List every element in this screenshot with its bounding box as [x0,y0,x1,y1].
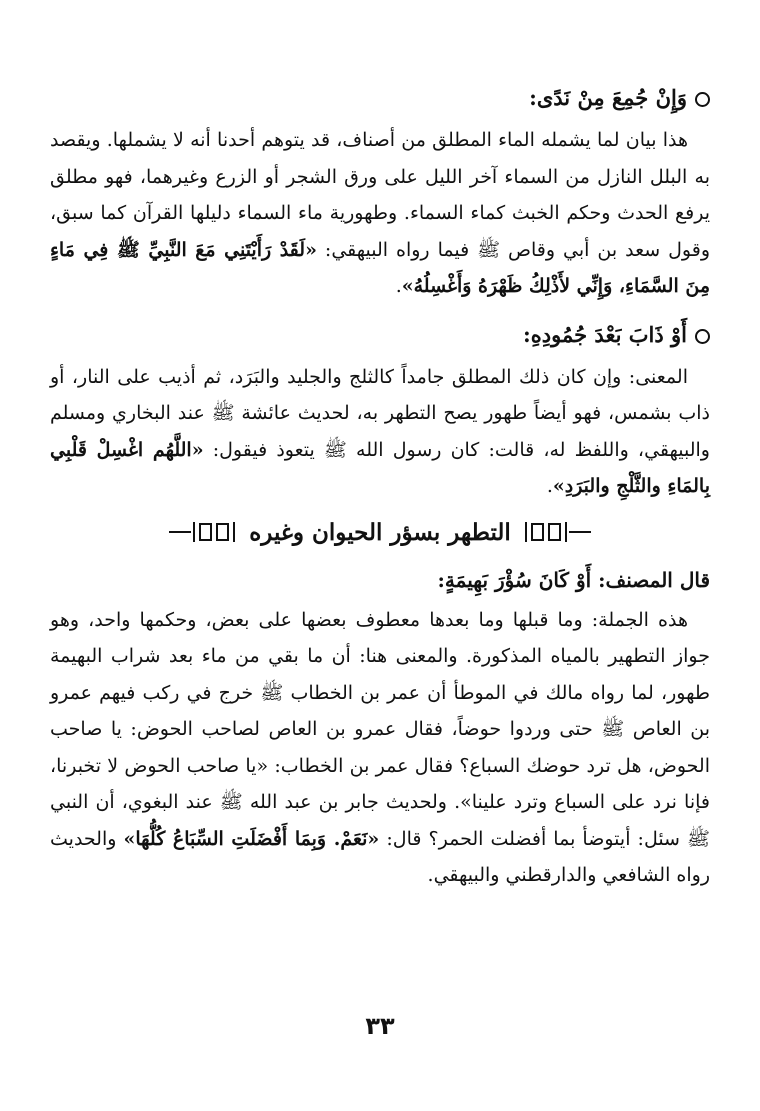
paragraph-animal-text: هذه الجملة: وما قبلها وما بعدها معطوف بعضها على بعض، وحكمها واحد، وهو جواز التطهير بالمياه المذكورة. والمعنى هنا: أن ما بقي من ماء بعد شراب البهيمة طهور، لما رواه مالك في الموطأ أن عمر بن الخطاب ﷺ خرج في ركب فيهم عمرو بن العاص ﷺ حتى وردوا حوضاً، فقال عمرو بن العاص لصاحب الحوض: يا صاحب الحوض، هل ترد حوضك السباع؟ فقال عمر بن الخطاب: «يا صاحب الحوض لا تخبرنا، فإنا نرد على السباع وترد علينا». ولحديث جابر بن عبد الله ﷺ عند البغوي، أن النبي ﷺ سئل: أيتوضأ بما أفضلت الحمر؟ قال: [50,608,710,850]
paragraph-animal-leftover [50,602,710,894]
subheading-dew-text: وَإِنْ جُمِعَ مِنْ نَدًى: [529,85,687,110]
author-text: أَوْ كَانَ سُؤْرَ بَهِيمَةٍ: [437,567,592,592]
paragraph-dew [50,122,710,305]
section-title-text: التطهر بسؤر الحيوان وغيره [249,518,511,546]
subheading-dew [50,80,710,116]
hadith-quote-saad: «لَقَدْ رَأَيْتَنِي مَعَ النَّبِيِّ ﷺ فِي مَاءٍ مِنَ السَّمَاءِ، وَإِنِّي لأَذْلِكُ ظَهْرَهُ وَأَغْسِلُهُ» [50,238,710,297]
hadith-quote-aisha: «اللَّهُم اغْسِلْ قَلْبِي بِالمَاءِ والثَّلْجِ والبَرَدِ» [50,438,710,497]
author-label: قال المصنف: [598,567,710,592]
page-number: ٣٣ [365,1012,395,1040]
paragraph-melted-text: المعنى: وإن كان ذلك المطلق جامداً كالثلج والجليد والبَرَد، ثم أذيب على النار، أو ذاب بشمس، فهو أيضاً طهور يصح التطهر به، لحديث عائشة ﷺ عند البخاري ومسلم والبيهقي، واللفظ له، قالت: كان رسول الله ﷺ يتعوذ فيقول: [50,365,710,461]
author-statement [50,562,710,598]
ornament-left-icon [169,522,237,542]
bullet-circle-icon [695,329,710,344]
section-title [50,519,710,546]
paragraph-melted [50,359,710,505]
ornament-right-icon [523,522,591,542]
paragraph-animal-end: والحديث رواه الشافعي والدارقطني والبيهقي. [50,827,710,886]
subheading-melted [50,317,710,353]
paragraph-dew-end: . [395,275,402,297]
bullet-circle-icon [695,92,710,107]
paragraph-melted-end: . [546,475,553,497]
subheading-melted-text: أَوْ ذَابَ بَعْدَ جُمُودِهِ: [523,321,687,347]
paragraph-dew-text: هذا بيان لما يشمله الماء المطلق من أصناف، قد يتوهم أحدنا أنه لا يشملها. ويقصد به البلل النازل من السماء آخر الليل على ورق الشجر أو الزرع وغيرهما، فهو مطلق يرفع الحدث وحكم الخبث كماء السماء. وطهورية ماء السماء دليلها القرآن كما سبق، وقول سعد بن أبي وقاص ﷺ فيما رواه البيهقي: [50,129,710,261]
hadith-quote-jabir: «نَعَمْ. وَبِمَا أَفْضَلَتِ السِّبَاعُ كُلُّهَا» [123,827,380,850]
